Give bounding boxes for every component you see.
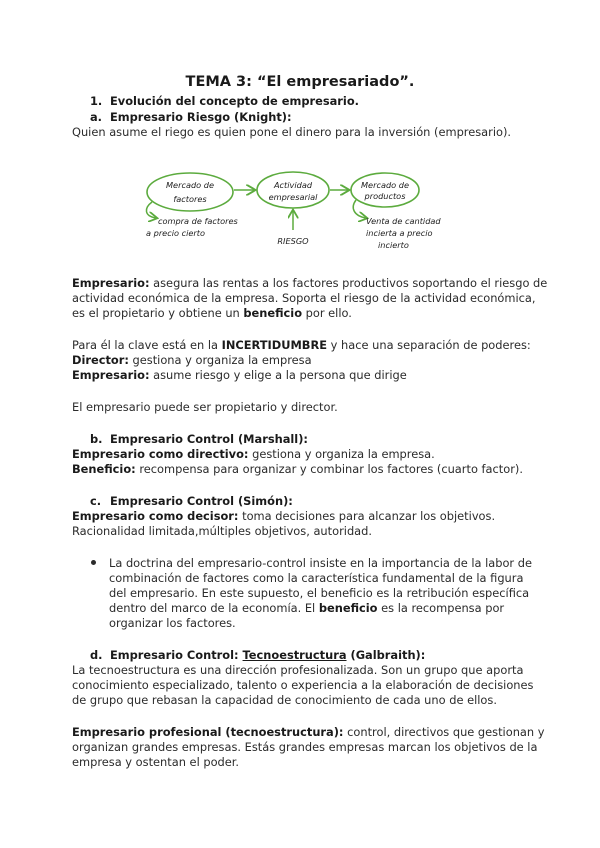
section-d-letter: d. [90, 648, 103, 662]
section-d-line2: conocimiento especializado, talento o experiencia a la elaboración de decisiones [72, 678, 534, 692]
node-mercado-productos [351, 173, 419, 207]
term-empresario-decisor: Empresario como decisor: [72, 509, 239, 523]
paragraph-profesional-line2: organizan grandes empresas. Estás grandes empresas marcan los objetivos de la [72, 740, 538, 754]
note-riesgo: RIESGO [277, 236, 309, 246]
term-incertidumbre: INCERTIDUMBRE [221, 338, 328, 352]
line-empresario [72, 368, 407, 383]
section-a-intro: Quien asume el riego es quien pone el dinero para la inversión (empresario). [72, 125, 512, 139]
note-compra-line1: compra de factores [158, 216, 238, 226]
paragraph-profesional-line3: empresa y ostentan el poder. [72, 755, 240, 769]
paragraph-incertidumbre [72, 338, 531, 353]
node-actividad-empresarial [257, 172, 329, 208]
term-director: Director: [72, 353, 129, 367]
paragraph-propietario-director: El empresario puede ser propietario y director. [72, 400, 338, 414]
node2-label-line2: empresarial [268, 192, 318, 202]
term-beneficio: beneficio [243, 306, 303, 320]
bullet-line2: combinación de factores como la característica fundamental de la figura [109, 571, 524, 585]
node-mercado-factores [147, 173, 233, 211]
section-c-heading: Empresario Control (Simón): [110, 494, 293, 508]
bullet-dot [91, 560, 96, 565]
paragraph-empresario-line2: actividad económica de la empresa. Soporta el riesgo de la actividad económica, [72, 291, 536, 305]
node3-label-line2: productos [364, 191, 406, 201]
note-venta-line2: incierta a precio [366, 228, 433, 238]
text: Para él la clave está en la [72, 338, 218, 352]
note-venta-line3: incierto [378, 240, 409, 250]
arrow-factores-note [146, 202, 156, 218]
term-empresario: Empresario: [72, 368, 150, 382]
term-empresario-profesional: Empresario profesional (tecnoestructura): [72, 725, 344, 739]
line-empresario-decisor [72, 509, 495, 524]
text: gestiona y organiza la empresa [132, 353, 312, 367]
node1-label-line2: factores [173, 194, 207, 204]
term-beneficio: beneficio [318, 601, 378, 615]
section-1-number: 1. [90, 94, 103, 108]
text: dentro del marco de la economía. El [109, 601, 316, 615]
term-beneficio: Beneficio: [72, 462, 136, 476]
node3-label-line1: Mercado de [360, 180, 410, 190]
term-empresario-directivo: Empresario como directivo: [72, 447, 249, 461]
text: y hace una separación de poderes: [330, 338, 531, 352]
text: asegura las rentas a los factores productivos soportando el riesgo de [153, 276, 548, 290]
section-d-line3: de grupo que rebasan la capacidad de conocimiento de cada uno de ellos. [72, 693, 497, 707]
text: gestiona y organiza la empresa. [252, 447, 435, 461]
text: por ello. [305, 306, 352, 320]
text: es la recompensa por [381, 601, 505, 615]
page-title: TEMA 3: “El empresariado”. [185, 74, 415, 90]
term-tecnoestructura: Tecnoestructura [242, 648, 347, 662]
bullet-line3: del empresario. En este supuesto, el beneficio es la retribución específica [109, 586, 530, 600]
text: asume riesgo y elige a la persona que dirige [153, 368, 407, 382]
section-b-heading: Empresario Control (Marshall): [110, 432, 308, 446]
bullet-line4 [109, 601, 504, 616]
line-empresario-directivo [72, 447, 435, 462]
text: toma decisiones para alcanzar los objetivos. [242, 509, 496, 523]
section-1-heading: Evolución del concepto de empresario. [110, 94, 359, 108]
section-b-letter: b. [90, 432, 103, 446]
bullet-line5: organizar los factores. [109, 616, 236, 630]
line-racionalidad: Racionalidad limitada,múltiples objetivos, autoridad. [72, 524, 372, 538]
term-empresario: Empresario: [72, 276, 150, 290]
note-compra-line2: a precio cierto [146, 228, 206, 238]
paragraph-profesional-line1 [72, 725, 544, 740]
node1-label-line1: Mercado de [165, 180, 215, 190]
paragraph-empresario-line3 [72, 306, 352, 321]
note-venta-line1: Venta de cantidad [366, 216, 441, 226]
section-a-heading: Empresario Riesgo (Knight): [110, 110, 292, 124]
flow-diagram [130, 160, 470, 260]
node2-label-line1: Actividad [273, 180, 313, 190]
text: control, directivos que gestionan y [347, 725, 545, 739]
paragraph-empresario-line1 [72, 276, 547, 291]
line-director [72, 353, 312, 368]
line-beneficio [72, 462, 523, 477]
section-d-heading [110, 648, 425, 663]
text: Empresario Control: [110, 648, 239, 662]
bullet-line1: La doctrina del empresario-control insiste en la importancia de la labor de [109, 556, 532, 570]
text: es el propietario y obtiene un [72, 306, 240, 320]
section-a-letter: a. [90, 110, 103, 124]
text: (Galbraith): [350, 648, 426, 662]
text: recompensa para organizar y combinar los factores (cuarto factor). [139, 462, 523, 476]
section-c-letter: c. [90, 494, 102, 508]
section-d-line1: La tecnoestructura es una dirección profesionalizada. Son un grupo que aporta [72, 663, 524, 677]
